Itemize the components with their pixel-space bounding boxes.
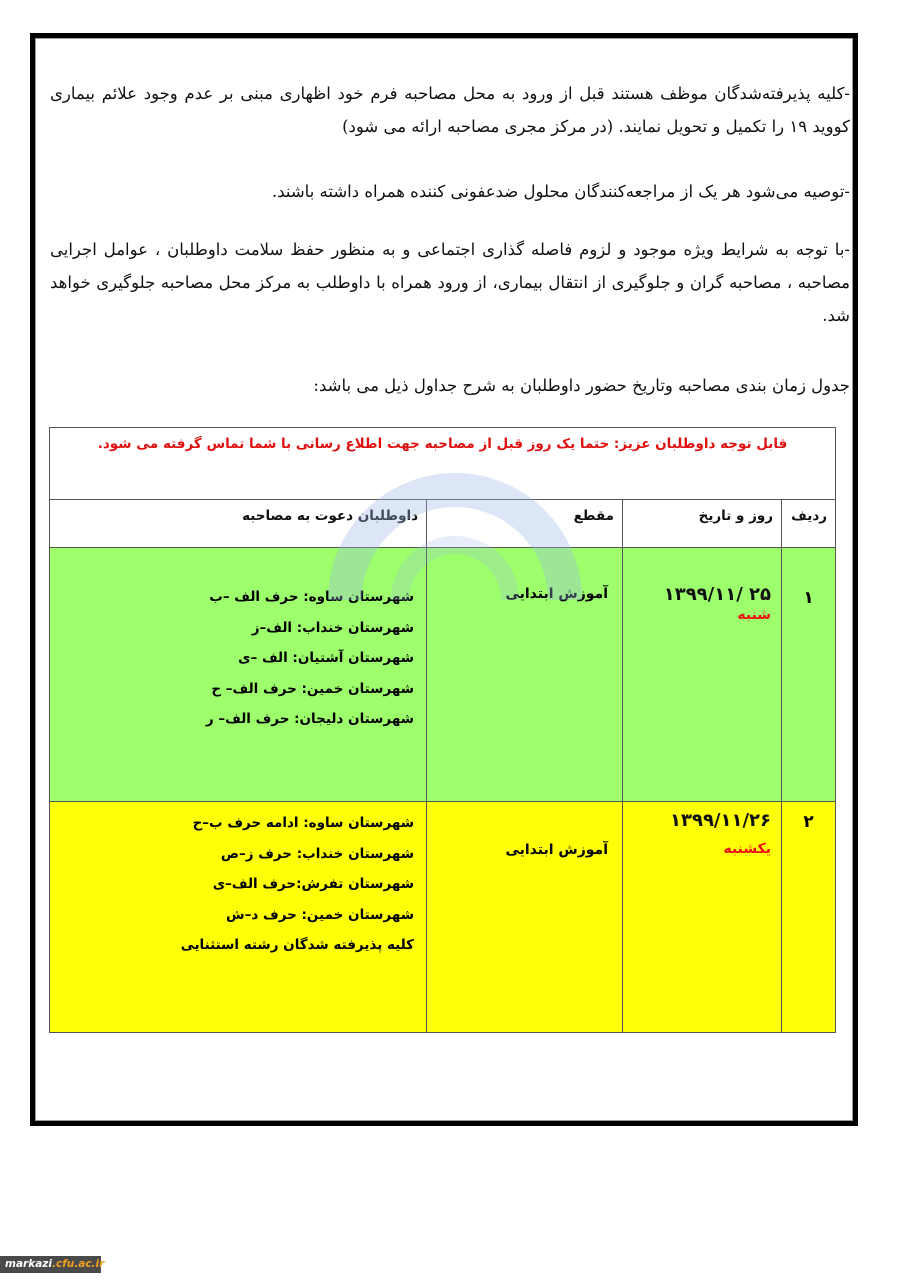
candidates-cell <box>50 548 427 802</box>
candidates-cell <box>50 802 427 1033</box>
candidates-list <box>50 808 414 961</box>
list-item: شهرستان خمین: حرف الف– ح <box>211 680 415 697</box>
date-value: ۱۳۹۹/۱۱/۲۶ <box>669 810 772 831</box>
list-item: شهرستان ساوه: حرف الف –ب <box>209 589 415 605</box>
paragraph-disinfectant: -توصیه می‌شود هر یک از مراجعه‌کنندگان محلول ضدعفونی کننده همراه داشته باشند. <box>271 182 850 201</box>
level-cell: آموزش ابتدایی <box>427 548 623 802</box>
list-item: کلیه پذیرفته شدگان رشته استثنایی <box>180 937 415 953</box>
footer-site-badge[interactable] <box>0 1256 105 1273</box>
list-item: شهرستان آشتیان: الف –ی <box>238 650 415 666</box>
header-row <box>50 500 836 548</box>
level-cell: آموزش ابتدایی <box>427 802 623 1033</box>
date-cell <box>623 548 782 802</box>
footer-site-domain: .cfu.ac.ir <box>51 1258 105 1270</box>
paragraph-social-distancing: -با توجه به شرایط ویژه موجود و لزوم فاصله گذاری اجتماعی و به منظور حفظ سلامت داوطلبان ، عوامل اجرایی مصاحبه ، مصاحبه گران و جلوگیری از انتقال بیماری، از ورود همراه با داوطلب به مرکز محل مصاحبه جلوگیری خواهد شد. <box>50 240 850 325</box>
header-candidates: داوطلبان دعوت به مصاحبه <box>50 500 427 548</box>
day-value: شنبه <box>737 607 772 623</box>
header-level: مقطع <box>427 500 623 548</box>
table-row <box>50 548 836 802</box>
date-cell <box>623 802 782 1033</box>
list-item: شهرستان خنداب: الف–ز <box>251 619 415 636</box>
header-row-number: ردیف <box>782 500 836 548</box>
list-item: شهرستان تفرش:حرف الف–ی <box>212 876 415 892</box>
notice-text: قابل توجه داوطلبان عزیز: حتما یک روز قبل از مصاحبه جهت اطلاع رسانی با شما تماس گرفته می شود. <box>50 428 836 500</box>
list-item: شهرستان خنداب: حرف ز–ص <box>220 845 415 862</box>
row-number: ۲ <box>782 802 836 1033</box>
candidates-list <box>50 582 414 735</box>
notice-row <box>50 428 836 500</box>
day-value: یکشنبه <box>723 841 772 857</box>
list-item: شهرستان ساوه: ادامه حرف ب–ح <box>192 815 415 831</box>
row-number: ۱ <box>782 548 836 802</box>
footer-site-name: markazi <box>5 1258 52 1270</box>
list-item: شهرستان دلیجان: حرف الف– ر <box>205 711 415 727</box>
header-date: روز و تاریخ <box>623 500 782 548</box>
table-row <box>50 802 836 1033</box>
paragraph-covid-form: -کلیه پذیرفته‌شدگان موظف هستند قبل از ورود به محل مصاحبه فرم خود اظهاری مبنی بر عدم وجود علائم بیماری کووید ۱۹ را تکمیل و تحویل نمایند. (در مرکز مجری مصاحبه ارائه می شود) <box>50 84 850 136</box>
list-item: شهرستان خمین: حرف د–ش <box>226 906 415 923</box>
paragraph-schedule-intro: جدول زمان بندی مصاحبه وتاریخ حضور داوطلبان به شرح جداول ذیل می باشد: <box>313 376 850 395</box>
interview-schedule-table <box>49 427 836 1033</box>
date-value: ۱۳۹۹/۱۱/ ۲۵ <box>663 584 772 605</box>
